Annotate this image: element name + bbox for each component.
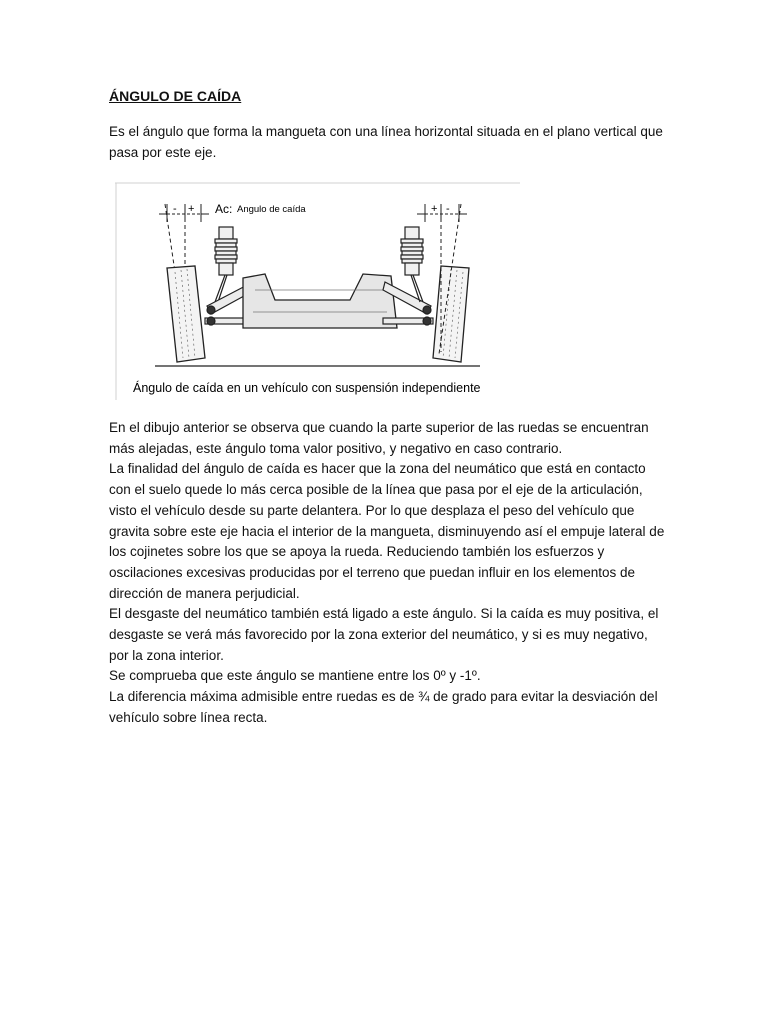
paragraph-5: La diferencia máxima admisible entre ruedas es de ¾ de grado para evitar la desviación del vehículo sobre línea recta. bbox=[109, 689, 658, 725]
document-title: ÁNGULO DE CAÍDA bbox=[109, 88, 242, 104]
intro-paragraph: Es el ángulo que forma la mangueta con una línea horizontal situada en el plano vertical que pasa por este eje. bbox=[109, 124, 663, 160]
right-minus-label: - bbox=[446, 203, 450, 215]
right-plus-label: + bbox=[431, 203, 438, 215]
left-plus-label: + bbox=[188, 203, 195, 215]
camber-angle-figure bbox=[115, 182, 520, 400]
ac-description: Angulo de caída bbox=[237, 204, 306, 215]
suspension-diagram bbox=[115, 182, 520, 400]
paragraph-1: En el dibujo anterior se observa que cuando la parte superior de las ruedas se encuentran más alejadas, este ángulo toma valor positivo, y negativo en caso contrario. bbox=[109, 420, 649, 456]
subframe bbox=[243, 274, 397, 328]
ac-label: Ac: bbox=[215, 202, 233, 216]
right-spring bbox=[401, 227, 423, 302]
figure-caption: Ángulo de caída en un vehículo con suspensión independiente bbox=[133, 381, 481, 395]
right-wheel bbox=[433, 266, 469, 362]
paragraph-4: Se comprueba que este ángulo se mantiene entre los 0º y -1º. bbox=[109, 668, 481, 684]
paragraph-2: La finalidad del ángulo de caída es hacer que la zona del neumático que está en contacto con el suelo quede lo más cerca posible de la línea que pasa por el eje de la articulación, visto el vehículo desde su parte delantera. Por lo que desplaza el peso del vehículo que gravita sobre este eje hacia el interior de la mangueta, disminuyendo así el empuje lateral de los cojinetes sobre los que se apoya la rueda. Reduciendo también los esfuerzos y oscilaciones excesivas producidas por el terreno que puedan influir en los elementos de dirección de manera perjudicial. bbox=[109, 461, 665, 601]
body-text bbox=[109, 418, 669, 729]
left-wheel bbox=[167, 266, 205, 362]
paragraph-3: El desgaste del neumático también está ligado a este ángulo. Si la caída es muy positiva, el desgaste se verá más favorecido por la zona exterior del neumático, y si es muy negativo, por la zona interior. bbox=[109, 606, 659, 663]
left-minus-label: - bbox=[173, 203, 177, 215]
left-spring bbox=[215, 227, 237, 302]
